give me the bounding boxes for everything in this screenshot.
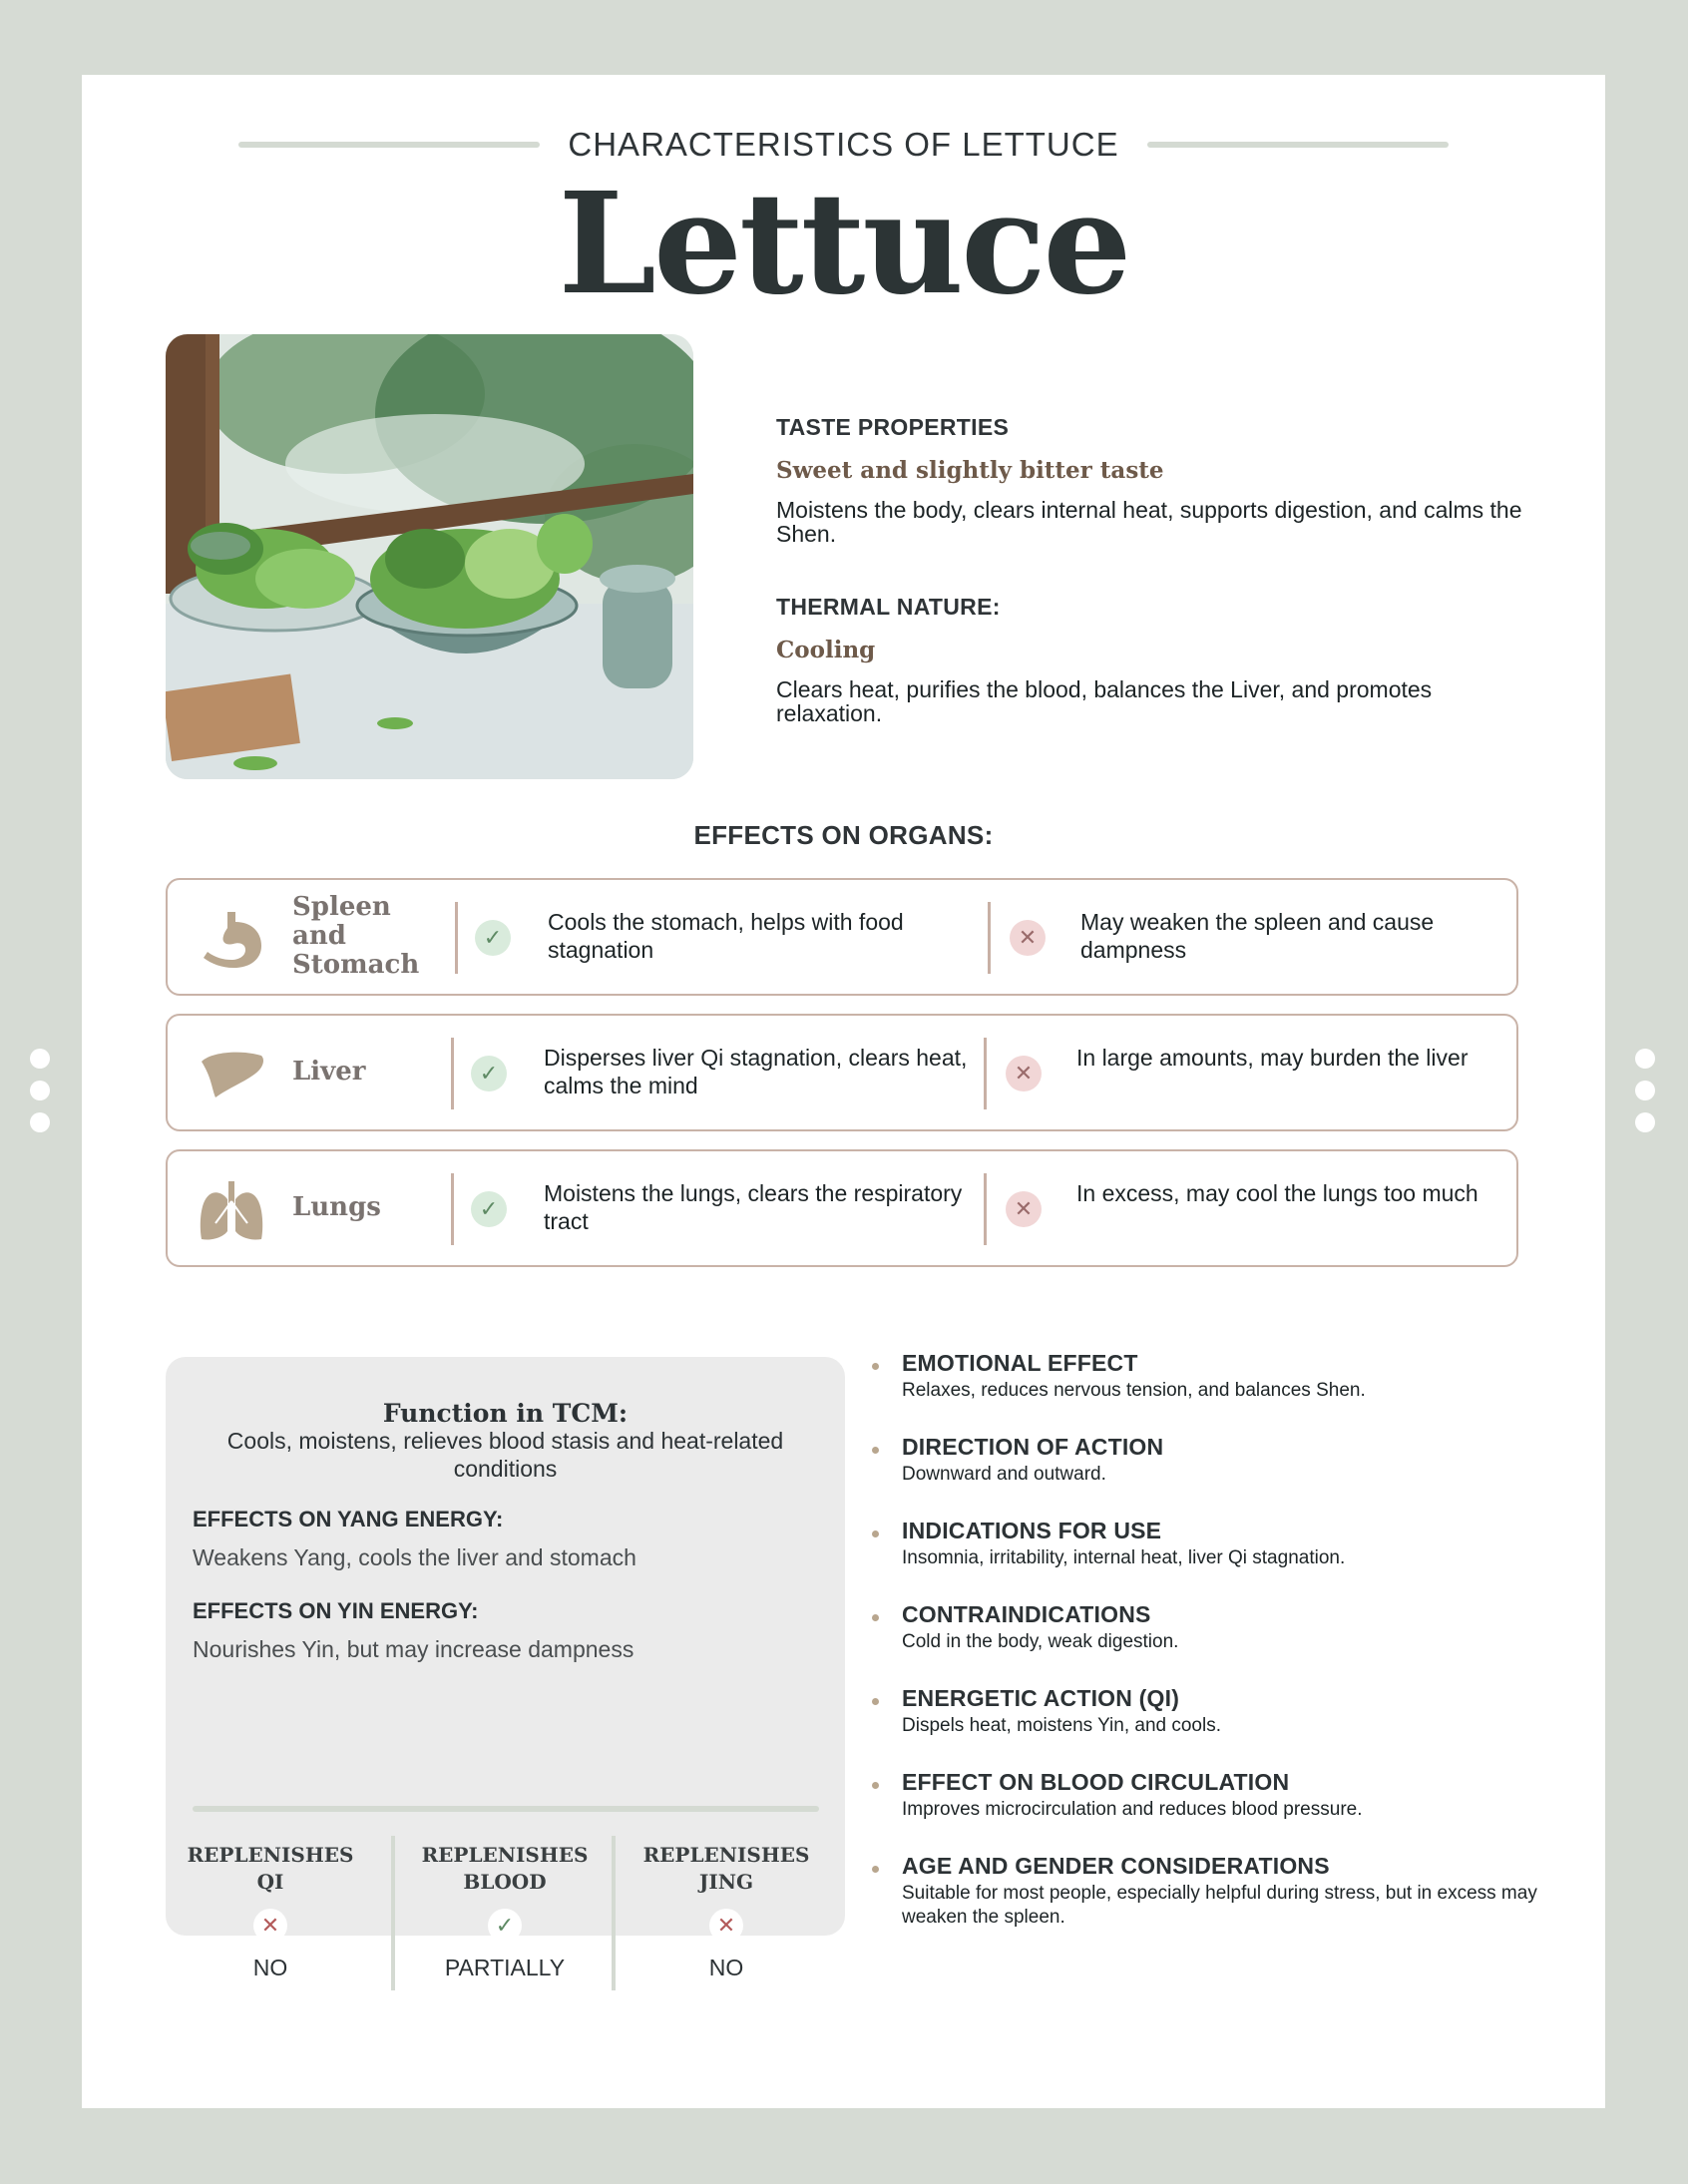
detail-text: Relaxes, reduces nervous tension, and balances Shen. [902, 1380, 1366, 1401]
lungs-icon [198, 1179, 265, 1241]
page-dots-left [30, 1049, 52, 1144]
replenishes-value: PARTIALLY [444, 1955, 566, 1980]
replenishes-title-line1: REPLENISHES [187, 1843, 354, 1867]
negative-effect: In excess, may cool the lungs too much [1076, 1180, 1478, 1206]
check-icon: ✓ [471, 1056, 507, 1092]
list-item [870, 1518, 1568, 1570]
thermal-description: Clears heat, purifies the blood, balances the Liver, and promotes relaxation. [776, 676, 1433, 726]
negative-effect: May weaken the spleen and cause dampness [1080, 909, 1435, 963]
detail-heading: EFFECT ON BLOOD CIRCULATION [902, 1769, 1290, 1795]
kicker-rule-left [238, 142, 540, 148]
replenishes-title [405, 1842, 605, 1896]
document-page [82, 75, 1605, 2108]
detail-text: Suitable for most people, especially helpful during stress, but in excess may weaken the spleen. [902, 1883, 1537, 1928]
replenishes-title [171, 1842, 370, 1896]
panel-title: Function in TCM: [382, 1399, 629, 1428]
column-divider [391, 1836, 395, 1990]
yin-value: Nourishes Yin, but may increase dampness [193, 1636, 634, 1662]
replenishes-qi [171, 1806, 370, 1981]
detail-text: Insomnia, irritability, internal heat, liver Qi stagnation. [902, 1547, 1346, 1568]
positive-effect: Disperses liver Qi stagnation, clears heat, calms the mind [544, 1045, 968, 1098]
lettuce-illustration [166, 334, 693, 779]
detail-heading: EMOTIONAL EFFECT [902, 1350, 1138, 1376]
column-divider [451, 1038, 454, 1109]
cross-icon: ✕ [709, 1909, 743, 1943]
cross-icon: ✕ [1006, 1191, 1042, 1227]
details-list [870, 1350, 1568, 1961]
check-icon: ✓ [471, 1191, 507, 1227]
replenishes-blood [405, 1806, 605, 1981]
detail-text: Downward and outward. [902, 1464, 1106, 1485]
taste-label: TASTE PROPERTIES [776, 414, 1010, 440]
detail-text: Improves microcirculation and reduces blood pressure. [902, 1799, 1363, 1820]
yin-label: EFFECTS ON YIN ENERGY: [193, 1598, 479, 1623]
kicker-text: CHARACTERISTICS OF LETTUCE [568, 126, 1119, 163]
replenishes-jing [627, 1806, 826, 1981]
liver-icon [198, 1044, 265, 1105]
cross-icon: ✕ [1006, 1056, 1042, 1092]
column-divider [612, 1836, 616, 1990]
replenishes-title-line1: REPLENISHES [421, 1843, 589, 1867]
panel-subtitle: Cools, moistens, relieves blood stasis and heat-related conditions [226, 1428, 784, 1482]
stomach-icon [198, 908, 265, 970]
cross-icon: ✕ [253, 1909, 287, 1943]
replenishes-title-line2: BLOOD [463, 1870, 547, 1894]
list-item [870, 1685, 1568, 1738]
detail-text: Cold in the body, weak digestion. [902, 1631, 1179, 1652]
replenishes-value: NO [252, 1955, 288, 1980]
detail-heading: AGE AND GENDER CONSIDERATIONS [902, 1853, 1330, 1879]
thermal-value: Cooling [776, 637, 876, 663]
yang-label: EFFECTS ON YANG ENERGY: [193, 1507, 504, 1531]
replenishes-title-line2: QI [256, 1870, 284, 1894]
organs-heading: EFFECTS ON ORGANS: [693, 820, 994, 850]
column-divider [984, 1173, 987, 1245]
organ-name: Lungs [292, 1192, 381, 1222]
organ-row-lungs [166, 1149, 1518, 1267]
list-item [870, 1769, 1568, 1822]
column-divider [988, 902, 991, 974]
organ-name: Liver [292, 1057, 366, 1087]
positive-effect: Cools the stomach, helps with food stagnation [548, 909, 904, 963]
page-dots-right [1635, 1049, 1657, 1144]
replenishes-title [627, 1842, 826, 1896]
taste-description: Moistens the body, clears internal heat, supports digestion, and calms the Shen. [776, 497, 1522, 547]
check-icon: ✓ [488, 1909, 522, 1943]
detail-heading: DIRECTION OF ACTION [902, 1434, 1164, 1460]
detail-text: Dispels heat, moistens Yin, and cools. [902, 1715, 1222, 1736]
positive-effect: Moistens the lungs, clears the respiratory tract [544, 1180, 963, 1234]
replenishes-title-line1: REPLENISHES [642, 1843, 810, 1867]
detail-heading: ENERGETIC ACTION (QI) [902, 1685, 1180, 1711]
replenishes-value: NO [708, 1955, 744, 1980]
yang-value: Weakens Yang, cools the liver and stomach [193, 1544, 636, 1570]
properties-block [776, 414, 1534, 725]
organ-row-spleen-stomach [166, 878, 1518, 996]
column-divider [455, 902, 458, 974]
list-item [870, 1350, 1568, 1403]
check-icon: ✓ [475, 920, 511, 956]
cross-icon: ✕ [1010, 920, 1046, 956]
detail-heading: CONTRAINDICATIONS [902, 1601, 1151, 1627]
replenishes-title-line2: JING [698, 1870, 754, 1894]
kicker-row [238, 123, 1449, 167]
column-divider [984, 1038, 987, 1109]
list-item [870, 1853, 1568, 1930]
kicker-rule-right [1147, 142, 1449, 148]
organ-row-liver [166, 1014, 1518, 1131]
column-divider [451, 1173, 454, 1245]
list-item [870, 1601, 1568, 1654]
detail-heading: INDICATIONS FOR USE [902, 1518, 1162, 1543]
negative-effect: In large amounts, may burden the liver [1076, 1045, 1469, 1071]
list-item [870, 1434, 1568, 1487]
page-title: Lettuce [558, 163, 1129, 326]
organ-name: Spleen and Stomach [292, 892, 420, 980]
thermal-label: THERMAL NATURE: [776, 594, 1001, 620]
taste-value: Sweet and slightly bitter taste [776, 457, 1164, 484]
tcm-function-panel [166, 1357, 845, 1980]
